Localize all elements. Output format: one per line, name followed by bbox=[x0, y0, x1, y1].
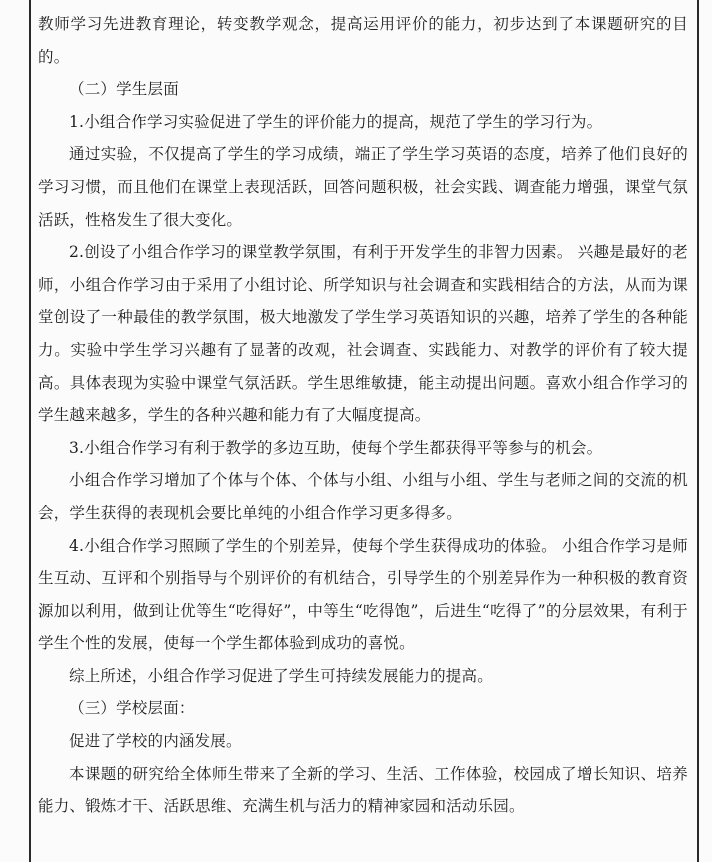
table-border-left bbox=[29, 0, 31, 862]
document-body bbox=[38, 8, 688, 823]
section-heading-student-level: （二）学生层面 bbox=[69, 80, 179, 99]
table-border-right bbox=[697, 0, 699, 862]
paragraph-school-development: 促进了学校的内涵发展。 bbox=[69, 732, 242, 751]
paragraph-point-1-title: 1.小组合作学习实验促进了学生的评价能力的提高，规范了学生的学习行为。 bbox=[69, 112, 603, 131]
section-heading-school-level: （三）学校层面： bbox=[69, 699, 195, 718]
paragraph-summary: 综上所述，小组合作学习促进了学生可持续发展能力的提高。 bbox=[69, 666, 493, 685]
paragraph-point-2: 2.创设了小组合作学习的课堂教学氛围，有利于开发学生的非智力因素。 兴趣是最好的老师，小组合作学习由于采用了小组讨论、所学知识与社会调查和实践相结合的方法，从而为课堂创设了一种最佳的教学氛围，极大地激发了学生学习英语知识的兴趣，培养了学生的各种能力。实验中学生学习兴趣有了显著的改观，社会调查、实践能力、对教学的评价有了较大提高。具体表现为实验中课堂气氛活跃。学生思维敏捷，能主动提出问题。喜欢小组合作学习的学生越来越多，学生的各种兴趣和能力有了大幅度提高。 bbox=[38, 243, 688, 425]
paragraph-teacher-conclusion: 教师学习先进教育理论，转变教学观念，提高运用评价的能力，初步达到了本课题研究的目的。 bbox=[38, 15, 688, 66]
paragraph-point-1-body: 通过实验，不仅提高了学生的学习成绩，端正了学生学习英语的态度，培养了他们良好的学习习惯，而且他们在课堂上表现活跃，回答问题积极，社会实践、调查能力增强，课堂气氛活跃，性格发生了很大变化。 bbox=[38, 145, 688, 229]
paragraph-school-body: 本课题的研究给全体师生带来了全新的学习、生活、工作体验，校园成了增长知识、培养能力、锻炼才干、活跃思维、充满生机与活力的精神家园和活动乐园。 bbox=[38, 764, 688, 816]
paragraph-point-3-title: 3.小组合作学习有利于教学的多边互助，使每个学生都获得平等参与的机会。 bbox=[69, 438, 603, 457]
paragraph-point-3-body: 小组合作学习增加了个体与个体、个体与小组、小组与小组、学生与老师之间的交流的机会，学生获得的表现机会要比单纯的小组合作学习更多得多。 bbox=[38, 471, 688, 522]
paragraph-point-4: 4.小组合作学习照顾了学生的个别差异，使每个学生获得成功的体验。 小组合作学习是师生互动、互评和个别指导与个别评价的有机结合，引导学生的个别差异作为一种积极的教育资源加以利用，做到让优等生“吃得好”，中等生“吃得饱”，后进生“吃得了”的分层效果，有利于学生个性的发展，使每一个学生都体验到成功的喜悦。 bbox=[38, 536, 688, 653]
